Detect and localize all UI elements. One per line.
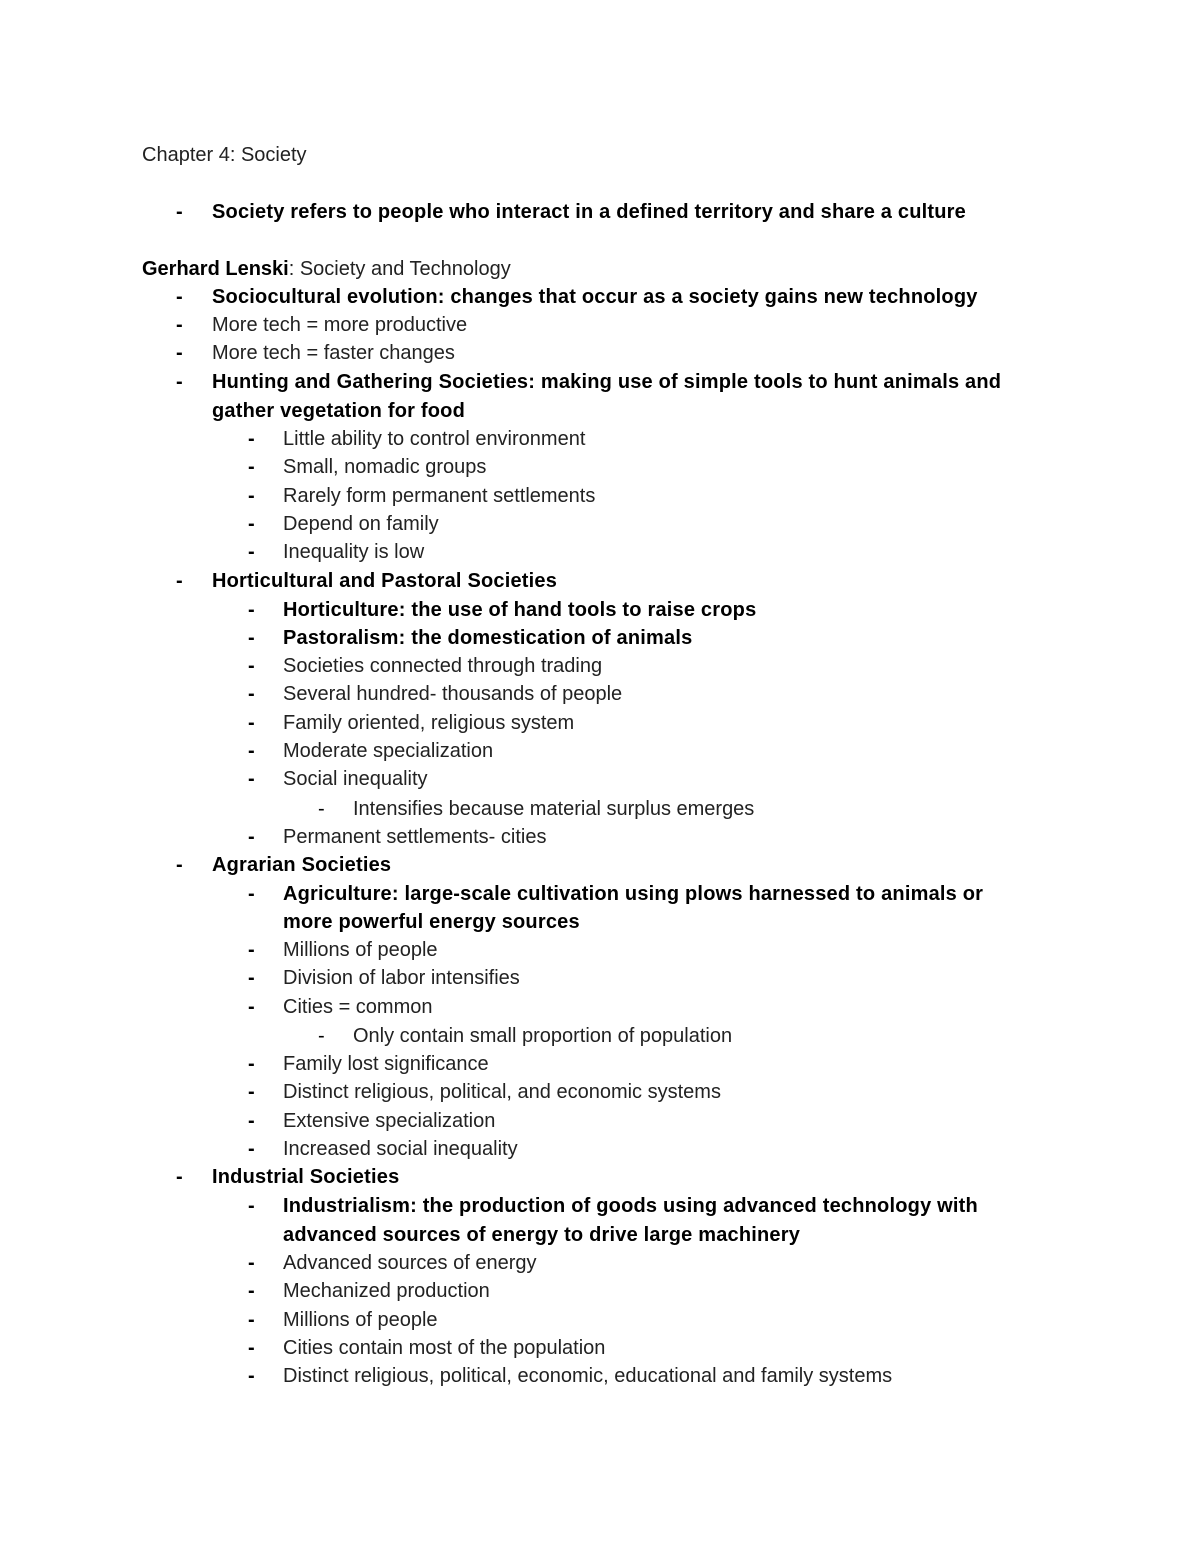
section-heading-rest: : Society and Technology <box>288 258 511 280</box>
bullet-dash: - <box>248 1053 255 1075</box>
bullet-dash: - <box>248 1337 255 1359</box>
bullet-dash: - <box>248 541 255 563</box>
bullet-dash: - <box>248 485 255 507</box>
bullet-dash: - <box>248 599 255 621</box>
bullet-dash: - <box>176 314 183 336</box>
bullet-dash: - <box>248 967 255 989</box>
bullet-dash: - <box>318 1025 325 1047</box>
bullet-dash: - <box>176 286 183 308</box>
list-item-text: Agrarian Societies <box>212 854 392 876</box>
bullet-dash: - <box>248 1309 255 1331</box>
bullet-dash: - <box>248 627 255 649</box>
bullet-dash: - <box>248 1110 255 1132</box>
list-item-text: Intensifies because material surplus emerges <box>353 798 755 820</box>
list-item-text: Small, nomadic groups <box>283 456 487 478</box>
bullet-dash: - <box>248 996 255 1018</box>
bullet-dash: - <box>248 513 255 535</box>
list-item-text: Sociocultural evolution: changes that occur as a society gains new technology <box>212 286 978 308</box>
list-item-text: Agriculture: large-scale cultivation using plows harnessed to animals or <box>283 883 984 905</box>
list-item-text: Increased social inequality <box>283 1138 518 1160</box>
list-item-text: Little ability to control environment <box>283 428 586 450</box>
list-item-text: Rarely form permanent settlements <box>283 485 596 507</box>
list-item-text: More tech = faster changes <box>212 342 455 364</box>
list-item-text: Cities contain most of the population <box>283 1337 606 1359</box>
list-item-text: Hunting and Gathering Societies: making use of simple tools to hunt animals and <box>212 371 1002 393</box>
list-item-text: Industrialism: the production of goods using advanced technology with <box>283 1195 978 1217</box>
list-item-text: Advanced sources of energy <box>283 1252 537 1274</box>
list-item-text: Inequality is low <box>283 541 425 563</box>
bullet-dash: - <box>176 371 183 393</box>
list-item-text: Industrial Societies <box>212 1166 400 1188</box>
list-item-text: Horticulture: the use of hand tools to raise crops <box>283 599 757 621</box>
list-item-text: Cities = common <box>283 996 433 1018</box>
list-item-text: More tech = more productive <box>212 314 468 336</box>
list-item-text: Social inequality <box>283 768 428 790</box>
bullet-dash: - <box>248 655 255 677</box>
bullet-dash: - <box>176 854 183 876</box>
list-item-text: Millions of people <box>283 939 438 961</box>
list-item-text: Societies connected through trading <box>283 655 603 677</box>
section-heading-name: Gerhard Lenski <box>142 258 289 280</box>
bullet-dash: - <box>248 683 255 705</box>
list-item-text: Division of labor intensifies <box>283 967 520 989</box>
list-item-text: Moderate specialization <box>283 740 494 762</box>
bullet-dash: - <box>248 1365 255 1387</box>
bullet-dash: - <box>248 1195 255 1217</box>
list-item-text: Horticultural and Pastoral Societies <box>212 570 558 592</box>
bullet-dash: - <box>248 939 255 961</box>
list-item-text: Society refers to people who interact in a defined territory and share a culture <box>212 201 966 223</box>
bullet-dash: - <box>248 456 255 478</box>
list-item-text: Millions of people <box>283 1309 438 1331</box>
list-item-text: Family oriented, religious system <box>283 712 575 734</box>
bullet-dash: - <box>248 883 255 905</box>
list-item-text: Mechanized production <box>283 1280 490 1302</box>
bullet-dash: - <box>248 826 255 848</box>
list-item-text: advanced sources of energy to drive large machinery <box>283 1224 801 1246</box>
list-item-text: Extensive specialization <box>283 1110 496 1132</box>
bullet-dash: - <box>248 1081 255 1103</box>
list-item-text: Distinct religious, political, economic, educational and family systems <box>283 1365 893 1387</box>
bullet-dash: - <box>248 1280 255 1302</box>
page-title: Chapter 4: Society <box>142 144 307 166</box>
bullet-dash: - <box>248 740 255 762</box>
list-item-text: Several hundred- thousands of people <box>283 683 623 705</box>
bullet-dash: - <box>318 798 325 820</box>
bullet-dash: - <box>176 570 183 592</box>
bullet-dash: - <box>176 342 183 364</box>
bullet-dash: - <box>176 1166 183 1188</box>
list-item-text: Family lost significance <box>283 1053 489 1075</box>
list-item-text: Distinct religious, political, and economic systems <box>283 1081 721 1103</box>
section-heading <box>142 255 511 284</box>
bullet-dash: - <box>176 201 183 223</box>
list-item-text: more powerful energy sources <box>283 911 580 933</box>
list-item-text: Only contain small proportion of population <box>353 1025 733 1047</box>
bullet-dash: - <box>248 428 255 450</box>
bullet-dash: - <box>248 1252 255 1274</box>
list-item-text: gather vegetation for food <box>212 400 465 422</box>
bullet-dash: - <box>248 712 255 734</box>
bullet-dash: - <box>248 1138 255 1160</box>
bullet-dash: - <box>248 768 255 790</box>
list-item-text: Permanent settlements- cities <box>283 826 547 848</box>
list-item-text: Depend on family <box>283 513 439 535</box>
list-item-text: Pastoralism: the domestication of animals <box>283 627 693 649</box>
